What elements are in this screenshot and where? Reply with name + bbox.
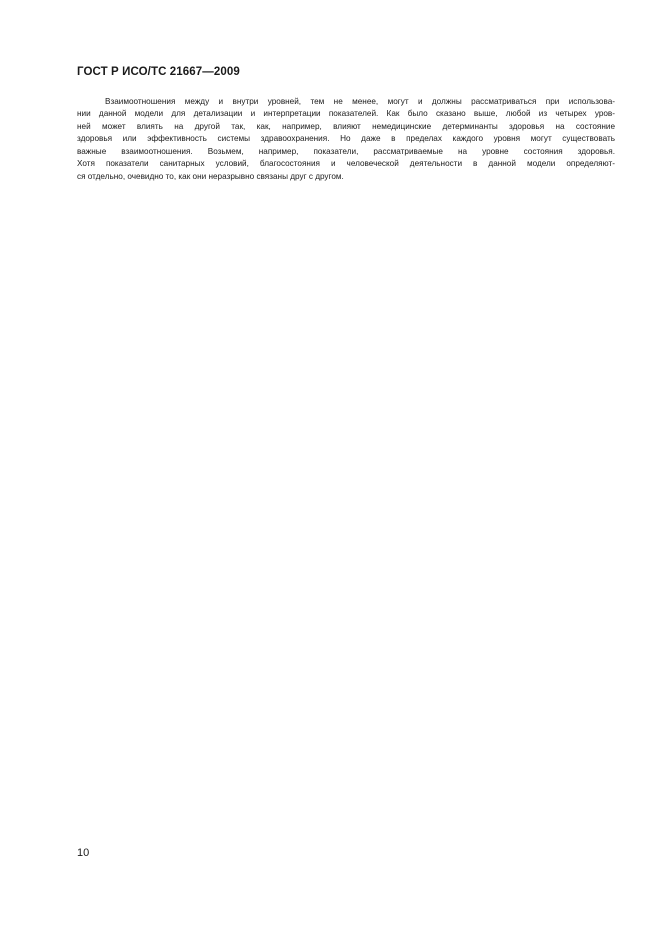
document-header: ГОСТ Р ИСО/ТС 21667—2009 [77,66,240,78]
page-number: 10 [77,847,90,859]
paragraph-line: здоровья или эффективность системы здравоохранения. Но даже в пределах каждого уровня могут существовать [77,134,615,144]
paragraph-line: ней может влиять на другой так, как, например, влияют немедицинские детерминанты здоровья на состояние [77,121,615,131]
paragraph-line: нии данной модели для детализации и интерпретации показателей. Как было сказано выше, любой из четырех уров- [77,109,615,119]
paragraph-line: Хотя показатели санитарных условий, благосостояния и человеческой деятельности в данной модели определяют- [77,159,615,169]
paragraph-line: важные взаимоотношения. Возьмем, например, показатели, рассматриваемые на уровне состояния здоровья. [77,146,615,156]
body-paragraph [77,96,615,183]
paragraph-line: Взаимоотношения между и внутри уровней, тем не менее, могут и должны рассматриваться при использова- [105,97,615,106]
paragraph-line: ся отдельно, очевидно то, как они неразрывно связаны друг с другом. [77,171,344,181]
